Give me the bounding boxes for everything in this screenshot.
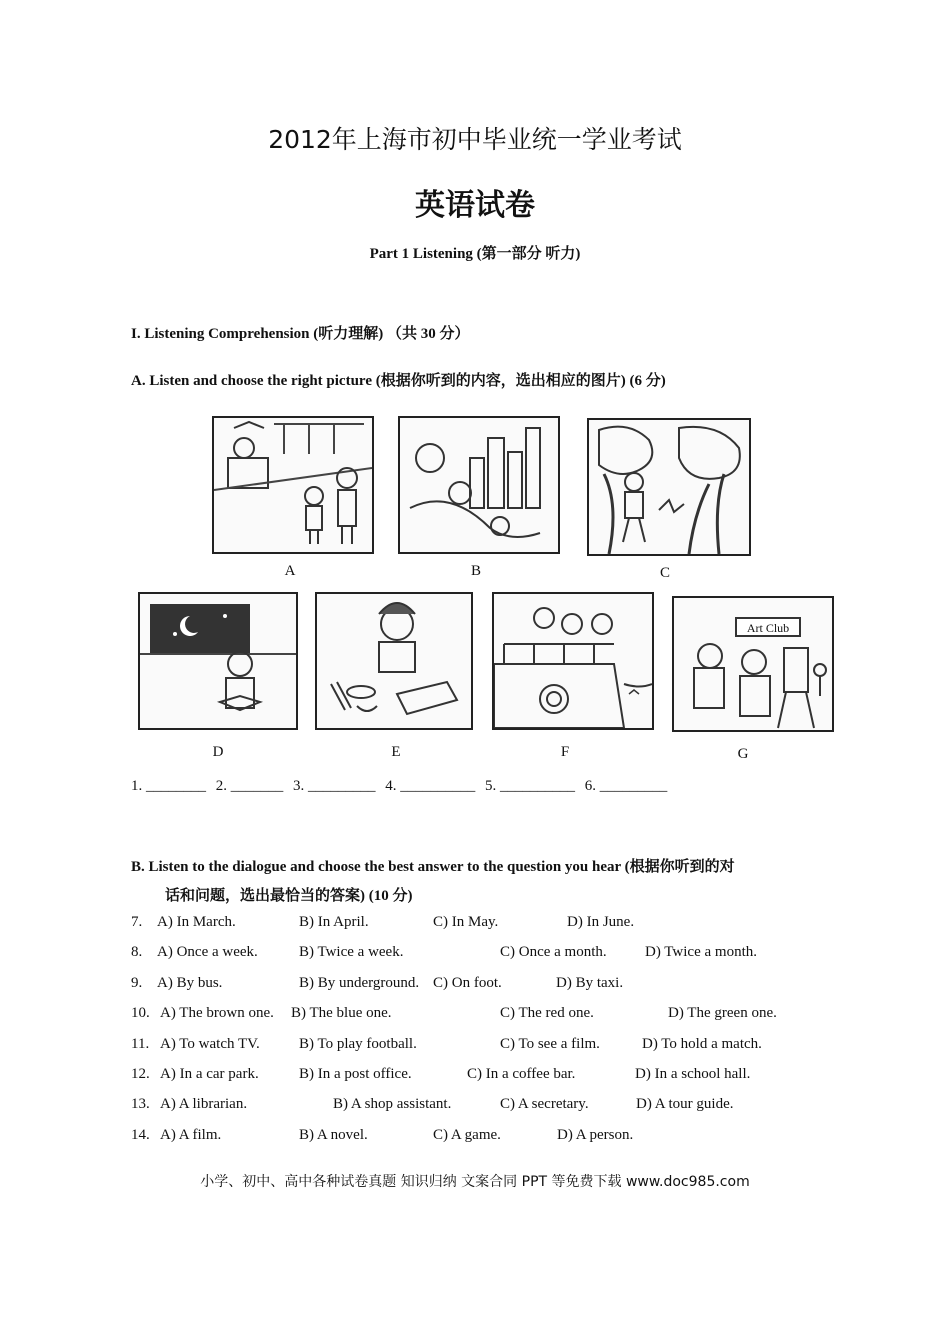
picture-g-art-club (672, 596, 834, 732)
answer-option[interactable]: D) To hold a match. (642, 1036, 762, 1052)
picture-label-b: B (470, 563, 481, 579)
answer-option[interactable]: A) A librarian. (160, 1096, 248, 1112)
question-row (131, 1066, 831, 1088)
answer-option[interactable]: B) A shop assistant. (333, 1096, 452, 1112)
question-number: 8. (131, 944, 143, 960)
question-row (131, 944, 831, 966)
answer-blank-3[interactable]: 3. _________ (293, 778, 376, 794)
answer-option[interactable]: A) A film. (160, 1127, 222, 1143)
answer-option[interactable]: B) To play football. (299, 1036, 417, 1052)
answer-blank-2[interactable]: 2. _______ (215, 778, 284, 794)
picture-label-a: A (284, 563, 296, 579)
picture-label-c: C (659, 565, 670, 581)
answer-option[interactable]: A) By bus. (157, 975, 223, 991)
picture-f-boat-trip (492, 592, 654, 730)
footer-text: 小学、初中、高中各种试卷真题 知识归纳 文案合同 PPT 等免费下载 www.doc985.com (200, 1174, 750, 1190)
answer-option[interactable]: A) In March. (157, 914, 236, 930)
question-row (131, 1005, 831, 1027)
question-number: 7. (131, 914, 143, 930)
answer-option[interactable]: D) In June. (567, 914, 635, 930)
answer-option[interactable]: C) To see a film. (500, 1036, 600, 1052)
section-i-heading: I. Listening Comprehension (听力理解) （共 30 分） (131, 326, 470, 342)
picture-c-tree (587, 418, 751, 556)
answer-blank-5[interactable]: 5. __________ (485, 778, 575, 794)
question-number: 12. (131, 1066, 150, 1082)
answer-option[interactable]: C) In a coffee bar. (467, 1066, 576, 1082)
answer-blank-6[interactable]: 6. _________ (584, 778, 668, 794)
answer-option[interactable]: C) A secretary. (500, 1096, 589, 1112)
answer-option[interactable]: B) The blue one. (291, 1005, 392, 1021)
answer-blanks (131, 778, 673, 795)
question-number: 13. (131, 1096, 150, 1112)
answer-option[interactable]: B) Twice a week. (299, 944, 404, 960)
exam-title: 2012年上海市初中毕业统一学业考试 (268, 125, 682, 154)
picture-d-reading-at-night (138, 592, 298, 730)
answer-option[interactable]: D) In a school hall. (635, 1066, 751, 1082)
answer-option[interactable]: C) Once a month. (500, 944, 607, 960)
answer-option[interactable]: B) By underground. (299, 975, 420, 991)
question-row (131, 914, 831, 936)
answer-option[interactable]: A) The brown one. (160, 1005, 274, 1021)
answer-option[interactable]: A) In a car park. (160, 1066, 259, 1082)
answer-option[interactable]: C) In May. (433, 914, 499, 930)
answer-blank-1[interactable]: 1. ________ (131, 778, 206, 794)
picture-label-f: F (560, 744, 570, 760)
answer-option[interactable]: C) The red one. (500, 1005, 594, 1021)
exam-subtitle: 英语试卷 (415, 188, 535, 223)
picture-label-g: G (737, 746, 749, 762)
question-number: 9. (131, 975, 143, 991)
answer-option[interactable]: D) A tour guide. (636, 1096, 734, 1112)
answer-option[interactable]: B) A novel. (299, 1127, 368, 1143)
art-club-sign: Art Club (746, 621, 790, 635)
answer-option[interactable]: B) In a post office. (299, 1066, 412, 1082)
question-row (131, 1127, 831, 1149)
question-row (131, 1036, 831, 1058)
answer-option[interactable]: A) Once a week. (157, 944, 258, 960)
part-heading: Part 1 Listening (第一部分 听力) (369, 246, 581, 262)
answer-blank-4[interactable]: 4. __________ (385, 778, 476, 794)
section-b-heading-line2: 话和问题，选出最恰当的答案) (10 分) (165, 888, 413, 904)
answer-option[interactable]: B) In April. (299, 914, 369, 930)
question-number: 11. (131, 1036, 150, 1052)
question-number: 10. (131, 1005, 150, 1021)
section-a-heading: A. Listen and choose the right picture (根据你听到的内容，选出相应的图片) (6 分) (131, 373, 666, 389)
answer-option[interactable]: A) To watch TV. (160, 1036, 260, 1052)
section-b-heading-line1: B. Listen to the dialogue and choose the best answer to the question you hear (根据你听到的对 (131, 859, 735, 875)
answer-option[interactable]: C) On foot. (433, 975, 502, 991)
question-row (131, 975, 831, 997)
picture-label-d: D (212, 744, 224, 760)
picture-a-shop (212, 416, 374, 554)
answer-option[interactable]: D) Twice a month. (645, 944, 757, 960)
answer-option[interactable]: D) By taxi. (556, 975, 624, 991)
question-row (131, 1096, 831, 1118)
picture-b-city-view (398, 416, 560, 554)
answer-option[interactable]: D) The green one. (668, 1005, 777, 1021)
answer-option[interactable]: C) A game. (433, 1127, 501, 1143)
picture-e-cooking (315, 592, 473, 730)
picture-label-e: E (391, 744, 401, 760)
answer-option[interactable]: D) A person. (557, 1127, 634, 1143)
question-number: 14. (131, 1127, 150, 1143)
